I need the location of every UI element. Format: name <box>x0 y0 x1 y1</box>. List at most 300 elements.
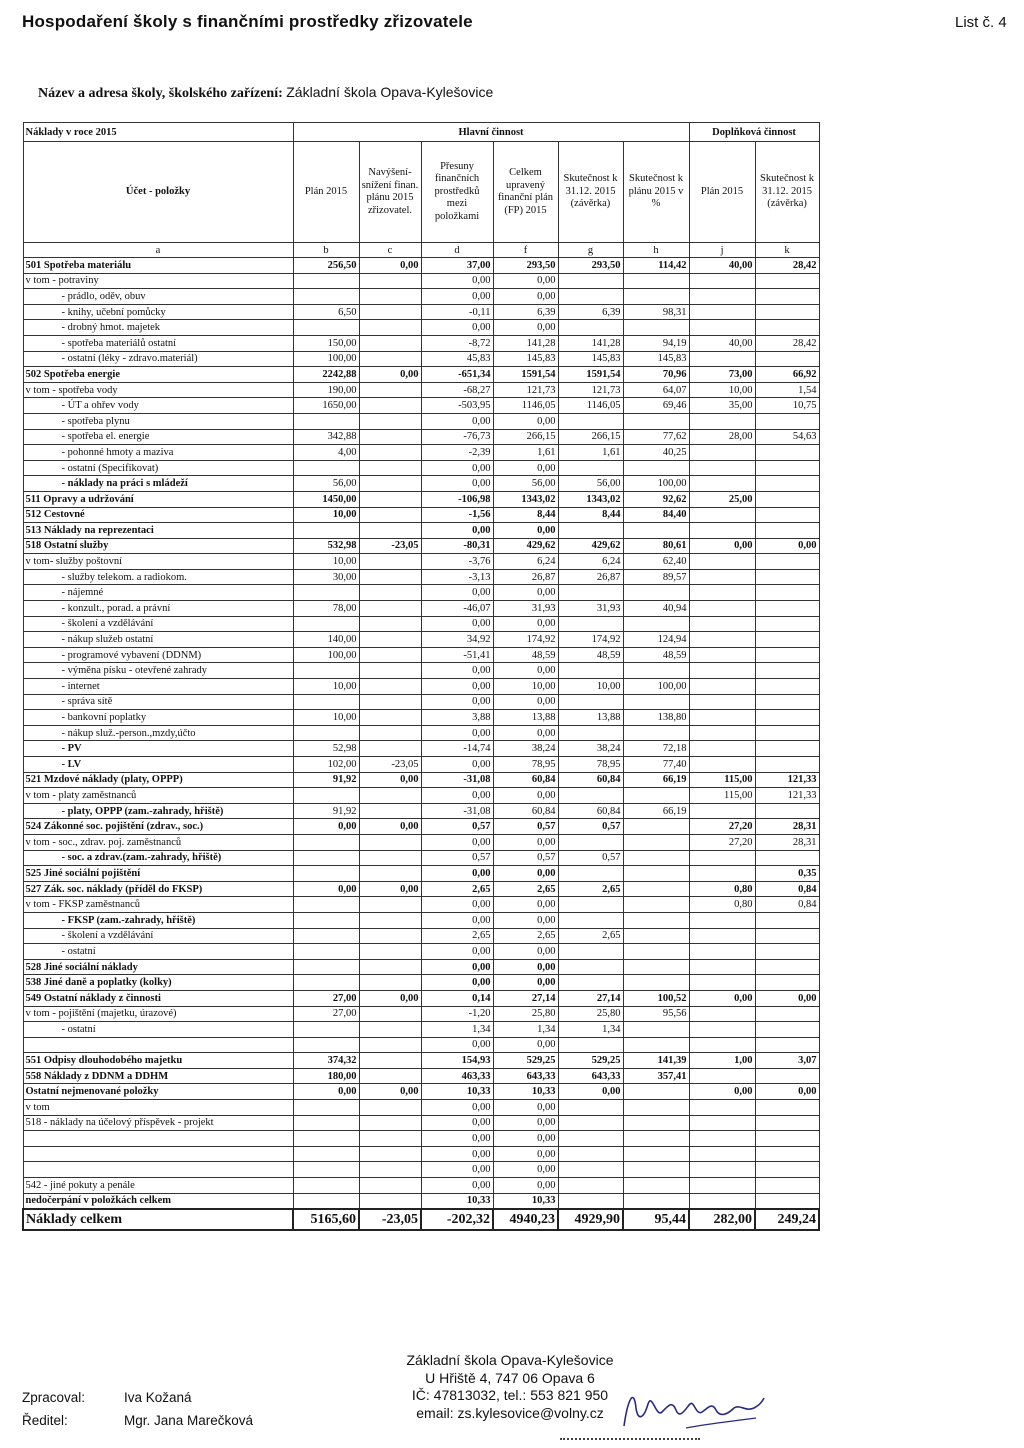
cell-h: 92,62 <box>623 491 689 507</box>
cell-c <box>359 866 421 882</box>
cell-c: 0,00 <box>359 990 421 1006</box>
cell-j <box>689 476 755 492</box>
table-row <box>23 975 819 991</box>
cell-g <box>558 585 623 601</box>
cell-d: -14,74 <box>421 741 493 757</box>
col-header-f: Celkem upravený finanční plán (FP) 2015 <box>493 142 558 243</box>
cell-d: -80,31 <box>421 538 493 554</box>
cell-h <box>623 834 689 850</box>
cell-c <box>359 647 421 663</box>
cell-c <box>359 741 421 757</box>
table-row <box>23 944 819 960</box>
table-row <box>23 679 819 695</box>
cell-c <box>359 320 421 336</box>
cell-a: 513 Náklady na reprezentaci <box>23 523 293 539</box>
school-label: Název a adresa školy, školského zařízení: <box>38 86 283 101</box>
cell-j: 40,00 <box>689 258 755 274</box>
cell-d: 0,00 <box>421 912 493 928</box>
cell-k: 3,07 <box>755 1053 819 1069</box>
table-row <box>23 1193 819 1209</box>
cell-k <box>755 647 819 663</box>
cell-g: 293,50 <box>558 258 623 274</box>
total-row <box>23 1209 819 1230</box>
cell-g: 31,93 <box>558 601 623 617</box>
cell-c <box>359 445 421 461</box>
cell-d: 0,00 <box>421 460 493 476</box>
cell-k <box>755 320 819 336</box>
column-letter: b <box>293 243 359 258</box>
table-row <box>23 1037 819 1053</box>
cell-a: v tom - soc., zdrav. poj. zaměstnanců <box>23 834 293 850</box>
cell-h: 72,18 <box>623 741 689 757</box>
cell-h <box>623 1037 689 1053</box>
cell-c <box>359 382 421 398</box>
cell-h <box>623 616 689 632</box>
cell-f: 0,00 <box>493 1100 558 1116</box>
cell-d: 0,00 <box>421 679 493 695</box>
table-row <box>23 772 819 788</box>
cell-c <box>359 304 421 320</box>
cell-k <box>755 1068 819 1084</box>
cell-h: 77,62 <box>623 429 689 445</box>
cell-h: 66,19 <box>623 803 689 819</box>
cell-f: 31,93 <box>493 601 558 617</box>
cell-a: - platy, OPPP (zam.-zahrady, hřiště) <box>23 803 293 819</box>
cell-k <box>755 460 819 476</box>
table-row <box>23 928 819 944</box>
cell-a: - spotřeba el. energie <box>23 429 293 445</box>
cell-h: 100,00 <box>623 476 689 492</box>
table-row <box>23 320 819 336</box>
cell-j <box>689 1162 755 1178</box>
cell-j <box>689 554 755 570</box>
cell-f: 1591,54 <box>493 367 558 383</box>
cell-d: 0,57 <box>421 819 493 835</box>
cell-j: 28,00 <box>689 429 755 445</box>
cell-j <box>689 647 755 663</box>
total-j: 282,00 <box>689 1209 755 1230</box>
cell-c <box>359 1037 421 1053</box>
table-row <box>23 491 819 507</box>
cell-c <box>359 289 421 305</box>
cell-f: 0,00 <box>493 585 558 601</box>
cell-f: 0,00 <box>493 975 558 991</box>
cell-j <box>689 507 755 523</box>
cell-d: 0,14 <box>421 990 493 1006</box>
cell-d: 0,00 <box>421 1131 493 1147</box>
cell-f: 1,61 <box>493 445 558 461</box>
cell-f: 38,24 <box>493 741 558 757</box>
cell-a: 501 Spotřeba materiálu <box>23 258 293 274</box>
cell-a: - služby telekom. a radiokom. <box>23 569 293 585</box>
cell-b <box>293 523 359 539</box>
page-title: Hospodaření školy s finančními prostředky zřizovatele <box>22 12 473 31</box>
table-row <box>23 959 819 975</box>
cell-a: v tom- služby poštovní <box>23 554 293 570</box>
cell-b <box>293 928 359 944</box>
cell-k <box>755 569 819 585</box>
cell-g <box>558 663 623 679</box>
table-row <box>23 413 819 429</box>
cell-h: 69,46 <box>623 398 689 414</box>
cell-j <box>689 850 755 866</box>
cell-f: 0,57 <box>493 850 558 866</box>
cell-j: 0,80 <box>689 881 755 897</box>
cell-k <box>755 1115 819 1131</box>
cell-d: -51,41 <box>421 647 493 663</box>
cell-f: 0,00 <box>493 788 558 804</box>
table-row <box>23 585 819 601</box>
cell-k <box>755 1006 819 1022</box>
cell-b: 4,00 <box>293 445 359 461</box>
cell-k: 28,31 <box>755 834 819 850</box>
cell-d: 0,00 <box>421 788 493 804</box>
cell-d: -2,39 <box>421 445 493 461</box>
cell-h <box>623 694 689 710</box>
cell-h: 84,40 <box>623 507 689 523</box>
cell-b: 190,00 <box>293 382 359 398</box>
cell-j <box>689 725 755 741</box>
stamp-line: Základní škola Opava-Kylešovice <box>406 1352 614 1368</box>
cell-c <box>359 491 421 507</box>
cell-j <box>689 616 755 632</box>
cell-a: - pohonné hmoty a maziva <box>23 445 293 461</box>
cell-a: - ostatní <box>23 1022 293 1038</box>
cell-b <box>293 1131 359 1147</box>
cell-j <box>689 585 755 601</box>
cell-g <box>558 1100 623 1116</box>
column-letter: c <box>359 243 421 258</box>
total-h: 95,44 <box>623 1209 689 1230</box>
cell-h <box>623 523 689 539</box>
cell-k: 0,00 <box>755 538 819 554</box>
cell-j <box>689 912 755 928</box>
cell-h: 124,94 <box>623 632 689 648</box>
cell-g <box>558 959 623 975</box>
cell-d: 0,00 <box>421 476 493 492</box>
cell-f: 0,00 <box>493 663 558 679</box>
cell-k <box>755 491 819 507</box>
col-header-h: Skutečnost k plánu 2015 v % <box>623 142 689 243</box>
column-letter: j <box>689 243 755 258</box>
cell-d: 0,00 <box>421 866 493 882</box>
cell-d: 0,00 <box>421 944 493 960</box>
cell-d: -3,76 <box>421 554 493 570</box>
table-row <box>23 1146 819 1162</box>
cell-a: - drobný hmot. majetek <box>23 320 293 336</box>
cell-k <box>755 912 819 928</box>
cell-j <box>689 1006 755 1022</box>
cell-c: -23,05 <box>359 538 421 554</box>
cell-h <box>623 1100 689 1116</box>
stamp-line: email: zs.kylesovice@volny.cz <box>416 1404 604 1421</box>
cell-k: 66,92 <box>755 367 819 383</box>
cell-c: 0,00 <box>359 1084 421 1100</box>
cell-c <box>359 928 421 944</box>
cell-k: 121,33 <box>755 772 819 788</box>
cell-k <box>755 304 819 320</box>
cell-j <box>689 460 755 476</box>
cell-k <box>755 663 819 679</box>
cell-c <box>359 975 421 991</box>
cell-h: 145,83 <box>623 351 689 367</box>
table-row <box>23 1162 819 1178</box>
table-row <box>23 304 819 320</box>
cell-c <box>359 1162 421 1178</box>
cell-j: 10,00 <box>689 382 755 398</box>
cell-f: 48,59 <box>493 647 558 663</box>
cell-a: 511 Opravy a udržování <box>23 491 293 507</box>
cell-g: 1343,02 <box>558 491 623 507</box>
cell-g: 529,25 <box>558 1053 623 1069</box>
table-row <box>23 445 819 461</box>
school-line <box>38 84 493 102</box>
cell-c <box>359 850 421 866</box>
cell-f: 1146,05 <box>493 398 558 414</box>
cell-a: - školení a vzdělávání <box>23 616 293 632</box>
cell-g <box>558 944 623 960</box>
director-label: Ředitel: <box>22 1413 68 1428</box>
header-row-2 <box>23 142 819 243</box>
table-row <box>23 335 819 351</box>
table-row <box>23 897 819 913</box>
column-letter: a <box>23 243 293 258</box>
cell-b <box>293 1193 359 1209</box>
cell-j <box>689 1115 755 1131</box>
table-row <box>23 1131 819 1147</box>
cell-d: 10,33 <box>421 1084 493 1100</box>
cell-h <box>623 944 689 960</box>
cell-a: - výměna písku - otevřené zahrady <box>23 663 293 679</box>
cell-j: 0,80 <box>689 897 755 913</box>
cell-b <box>293 1037 359 1053</box>
cell-c <box>359 710 421 726</box>
cell-j: 0,00 <box>689 990 755 1006</box>
table-row <box>23 850 819 866</box>
cell-d: 154,93 <box>421 1053 493 1069</box>
cell-d: -76,73 <box>421 429 493 445</box>
cell-k <box>755 757 819 773</box>
cell-k <box>755 554 819 570</box>
cell-f: 0,00 <box>493 959 558 975</box>
cell-c <box>359 616 421 632</box>
cell-h: 114,42 <box>623 258 689 274</box>
header-row-1 <box>23 123 819 142</box>
col-header-c: Navýšení-snížení finan. plánu 2015 zřizovatel. <box>359 142 421 243</box>
cell-c <box>359 912 421 928</box>
table-row <box>23 788 819 804</box>
cell-d: 2,65 <box>421 881 493 897</box>
cell-h <box>623 1178 689 1194</box>
column-letter: d <box>421 243 493 258</box>
column-letter: k <box>755 243 819 258</box>
table-row <box>23 710 819 726</box>
cell-h: 138,80 <box>623 710 689 726</box>
table-row <box>23 757 819 773</box>
cell-a: - knihy, učební pomůcky <box>23 304 293 320</box>
cell-f: 0,00 <box>493 866 558 882</box>
cell-g: 78,95 <box>558 757 623 773</box>
cell-f: 0,00 <box>493 1115 558 1131</box>
prepared-label: Zpracoval: <box>22 1390 86 1405</box>
cell-h <box>623 273 689 289</box>
cell-c <box>359 1146 421 1162</box>
cell-j <box>689 320 755 336</box>
cell-f: 0,00 <box>493 944 558 960</box>
cell-g: 6,39 <box>558 304 623 320</box>
cell-h: 357,41 <box>623 1068 689 1084</box>
cell-a: - programové vybavení (DDNM) <box>23 647 293 663</box>
table-row <box>23 554 819 570</box>
cell-h <box>623 1022 689 1038</box>
cell-d: 0,00 <box>421 273 493 289</box>
cell-j: 0,00 <box>689 1084 755 1100</box>
cell-b: 256,50 <box>293 258 359 274</box>
cell-d: 0,00 <box>421 1037 493 1053</box>
cell-b: 100,00 <box>293 351 359 367</box>
total-d: -202,32 <box>421 1209 493 1230</box>
cell-j: 115,00 <box>689 772 755 788</box>
total-b: 5165,60 <box>293 1209 359 1230</box>
cell-h <box>623 663 689 679</box>
stamp-line: U Hřiště 4, 747 06 Opava 6 <box>425 1369 595 1386</box>
cell-b <box>293 413 359 429</box>
cell-d: 1,34 <box>421 1022 493 1038</box>
cell-g <box>558 1193 623 1209</box>
cell-a: - náklady na práci s mládeží <box>23 476 293 492</box>
cell-c <box>359 788 421 804</box>
cell-b <box>293 834 359 850</box>
cell-d: 0,00 <box>421 834 493 850</box>
cell-b <box>293 460 359 476</box>
cell-d: -106,98 <box>421 491 493 507</box>
cell-g: 8,44 <box>558 507 623 523</box>
cell-j <box>689 1022 755 1038</box>
cell-j <box>689 304 755 320</box>
cell-j <box>689 289 755 305</box>
table-row <box>23 725 819 741</box>
cell-d: 2,65 <box>421 928 493 944</box>
cell-a: 542 - jiné pokuty a penále <box>23 1178 293 1194</box>
cell-g <box>558 273 623 289</box>
cell-b: 140,00 <box>293 632 359 648</box>
cell-g <box>558 866 623 882</box>
cell-f: 0,00 <box>493 694 558 710</box>
cell-d: -503,95 <box>421 398 493 414</box>
cell-d: -3,13 <box>421 569 493 585</box>
cell-k <box>755 975 819 991</box>
cell-h <box>623 1162 689 1178</box>
cell-h <box>623 897 689 913</box>
cell-f: 174,92 <box>493 632 558 648</box>
table-row <box>23 834 819 850</box>
cell-c <box>359 803 421 819</box>
cell-j <box>689 1068 755 1084</box>
cell-c <box>359 1193 421 1209</box>
cell-c: 0,00 <box>359 258 421 274</box>
cell-a: v tom - platy zaměstnanců <box>23 788 293 804</box>
cell-g: 0,00 <box>558 1084 623 1100</box>
cell-d: 45,83 <box>421 351 493 367</box>
cell-k: 10,75 <box>755 398 819 414</box>
cell-f: 121,73 <box>493 382 558 398</box>
cell-a: 527 Zák. soc. náklady (příděl do FKSP) <box>23 881 293 897</box>
cell-f: 0,00 <box>493 289 558 305</box>
cell-g <box>558 1178 623 1194</box>
cell-f: 10,33 <box>493 1084 558 1100</box>
cell-b <box>293 663 359 679</box>
cell-d: 0,00 <box>421 1100 493 1116</box>
cell-j <box>689 710 755 726</box>
cell-c <box>359 507 421 523</box>
cell-c <box>359 429 421 445</box>
cell-j <box>689 1037 755 1053</box>
cell-b <box>293 725 359 741</box>
cell-k <box>755 1178 819 1194</box>
cell-f: 0,00 <box>493 897 558 913</box>
cell-c <box>359 694 421 710</box>
table-row <box>23 1022 819 1038</box>
cell-b: 180,00 <box>293 1068 359 1084</box>
table-row <box>23 351 819 367</box>
cell-j: 73,00 <box>689 367 755 383</box>
cell-d: 10,33 <box>421 1193 493 1209</box>
cell-j <box>689 351 755 367</box>
table-row <box>23 273 819 289</box>
cell-h <box>623 819 689 835</box>
cell-k <box>755 585 819 601</box>
cell-h <box>623 881 689 897</box>
cell-g: 56,00 <box>558 476 623 492</box>
cell-h: 40,94 <box>623 601 689 617</box>
cell-d: 0,00 <box>421 1146 493 1162</box>
cell-c <box>359 398 421 414</box>
cell-g <box>558 897 623 913</box>
cell-j <box>689 632 755 648</box>
cell-d: 0,57 <box>421 850 493 866</box>
table-row <box>23 990 819 1006</box>
cell-d: 3,88 <box>421 710 493 726</box>
cell-j <box>689 928 755 944</box>
cell-c <box>359 834 421 850</box>
cell-d: 0,00 <box>421 959 493 975</box>
cell-h <box>623 975 689 991</box>
cell-g: 643,33 <box>558 1068 623 1084</box>
cell-h <box>623 850 689 866</box>
cell-b <box>293 1115 359 1131</box>
cell-b: 1450,00 <box>293 491 359 507</box>
cell-b: 0,00 <box>293 1084 359 1100</box>
cell-g <box>558 616 623 632</box>
cell-h: 98,31 <box>623 304 689 320</box>
cell-c <box>359 335 421 351</box>
cell-f: 6,39 <box>493 304 558 320</box>
cell-j <box>689 1100 755 1116</box>
cell-a: - bankovní poplatky <box>23 710 293 726</box>
cell-h: 62,40 <box>623 554 689 570</box>
table-row <box>23 382 819 398</box>
cell-d: 0,00 <box>421 897 493 913</box>
table-row <box>23 741 819 757</box>
cell-b <box>293 273 359 289</box>
cell-f: 2,65 <box>493 881 558 897</box>
cell-b: 56,00 <box>293 476 359 492</box>
cell-f: 0,00 <box>493 273 558 289</box>
cell-f: 643,33 <box>493 1068 558 1084</box>
cell-g <box>558 1131 623 1147</box>
cell-j <box>689 975 755 991</box>
cell-f: 0,00 <box>493 320 558 336</box>
